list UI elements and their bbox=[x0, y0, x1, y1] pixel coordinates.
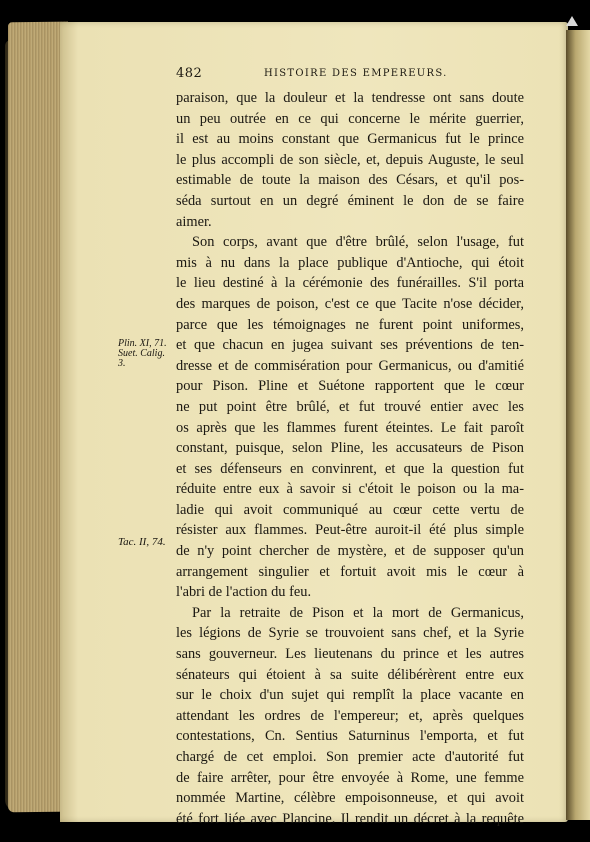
text-line: sur le choix d'un sujet qui remplît la place vacante en bbox=[176, 687, 524, 704]
text-line: Par la retraite de Pison et la mort de Germanicus, bbox=[192, 604, 524, 621]
text-line: contestations, Cn. Sentius Saturninus l'emporta, et fut bbox=[176, 728, 524, 745]
text-line: le plus accompli de son siècle, et, depuis Auguste, le seul bbox=[176, 151, 524, 168]
text-line: résister aux flammes. Peut-être auroit-il été plus simple bbox=[176, 522, 524, 539]
running-title: HISTOIRE DES EMPEREURS. bbox=[264, 68, 448, 79]
text-line: aimer. bbox=[176, 213, 212, 230]
text-line: dresse et de commisération pour Germanicus, ou d'amitié bbox=[176, 357, 524, 374]
text-line: de n'y point chercher de mystère, et de supposer qu'un bbox=[176, 543, 524, 560]
text-line: l'abri de l'action du feu. bbox=[176, 584, 312, 601]
corner-marker-icon bbox=[566, 16, 578, 26]
text-line: sénateurs qui étoient à sa suite délibérèrent entre eux bbox=[176, 666, 524, 683]
text-line: os après que les flammes furent éteintes. Le fait paroît bbox=[176, 419, 524, 436]
page-number: 482 bbox=[176, 66, 203, 81]
text-line: été fort liée avec Plancine. Il rendit un décret à la requête bbox=[176, 810, 524, 827]
text-line: Son corps, avant que d'être brûlé, selon l'usage, fut bbox=[192, 234, 524, 251]
text-line: pour Pison. Pline et Suétone rapportent que le cœur bbox=[176, 378, 524, 395]
text-line: le lieu destiné à la cérémonie des funérailles. S'il porta bbox=[176, 275, 524, 292]
text-line: réduite entre eux à savoir si c'étoit le poison ou la ma- bbox=[176, 481, 524, 498]
text-line: un peu outrée en ce qui concerne le mérite guerrier, bbox=[176, 110, 524, 127]
text-line: chargé de cet emploi. Son premier acte d'autorité fut bbox=[176, 749, 524, 765]
text-line: attendant les ordres de l'empereur; et, après quelques bbox=[176, 707, 524, 724]
text-line: estimable de toute la maison des Césars, et qu'il pos- bbox=[176, 172, 524, 189]
text-line: ne put point être brûlé, et fut trouvé entier avec les bbox=[176, 398, 524, 415]
text-line: arrangement singulier et fortuit avoit mis le cœur à bbox=[176, 563, 524, 580]
text-line: nommée Martine, célèbre empoisonneuse, et qui avoit bbox=[176, 790, 524, 807]
text-line: paraison, que la douleur et la tendresse ont sans doute bbox=[176, 90, 524, 106]
text-line: parce que les témoignages ne furent point uniformes, bbox=[176, 316, 524, 333]
text-line: mis à nu dans la place publique d'Antioche, qui étoit bbox=[176, 254, 524, 271]
text-line: constant, puisque, selon Pline, les accusateurs de Pison bbox=[176, 440, 524, 457]
text-line: des marques de poison, c'est ce que Tacite n'ose décider, bbox=[176, 295, 524, 312]
text-line: et que chacun en jugea suivant ses préventions de ten- bbox=[176, 337, 524, 354]
text-line: les légions de Syrie se trouvoient sans chef, et la Syrie bbox=[176, 625, 524, 642]
body-text bbox=[176, 88, 524, 829]
margin-note-pliny-suetonius bbox=[118, 339, 167, 369]
text-line: et ses défenseurs en convinrent, et que la question fut bbox=[176, 460, 524, 477]
text-line: de faire arrêter, pour être envoyée à Rome, une femme bbox=[176, 769, 524, 786]
text-line: il est au moins constant que Germanicus fut le prince bbox=[176, 131, 524, 148]
margin-note-tacitus bbox=[118, 537, 166, 547]
text-line: sans gouverneur. Les lieutenans du prince et les autres bbox=[176, 646, 524, 663]
margin-note-line: Tac. II, 74. bbox=[118, 536, 166, 548]
margin-note-line: Suet. Calig. bbox=[118, 348, 165, 359]
page-edges bbox=[8, 22, 68, 813]
margin-note-line: 3. bbox=[118, 358, 126, 369]
margin-note-line: Plin. XI, 71. bbox=[118, 338, 167, 349]
text-line: ladie qui avoit communiqué au cœur cette vertu de bbox=[176, 501, 524, 518]
text-line: séda surtout en un degré éminent le don de se faire bbox=[176, 192, 524, 209]
facing-page-edge bbox=[566, 30, 590, 820]
